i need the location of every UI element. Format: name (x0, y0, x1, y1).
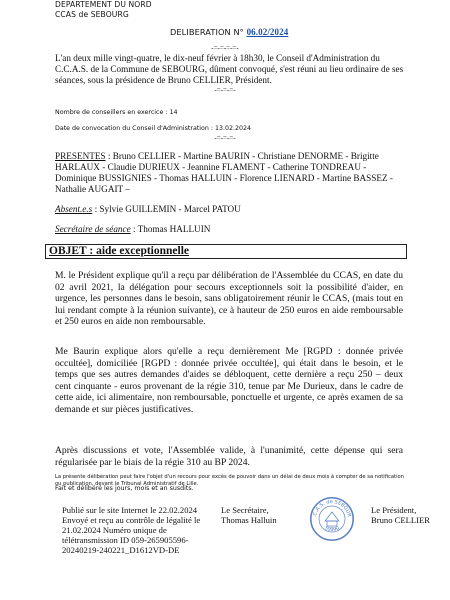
secretaire-signature (221, 505, 277, 525)
convocation-date: Date de convocation du Conseil d'Administration : 13.02.2024 (55, 125, 252, 132)
secretaire-label: Secrétaire de séance (55, 224, 131, 234)
president-signature-name: Bruno CELLIER (371, 515, 430, 525)
separator: -=-=-=- (214, 86, 236, 94)
fait-delibere: Fait et délibéré les jours, mois et an susdits. (55, 485, 194, 492)
body-paragraph-2: Me Baurin explique alors qu'elle a reçu dernièrement Me [RGPD : donnée privée occultée], domiciliée [RGPD : donnée privée occultée], qui était dans le besoin, et le temps que ses autres demandes d'aides se débloquent, cette dernière a reçu 250 – deux cent cinquante - euros provenant de la régie 310, tenue par Me Durieux, dans le cadre de cette aide, ici alimentaire, non remboursable, ponctuelle et urgente, ce après examen de sa demande et sur pièces justificatives. (55, 346, 403, 415)
svg-text:59990 (324, 525, 341, 533)
president-role: Le Président, (371, 505, 417, 515)
ccas-stamp (310, 497, 354, 541)
absents-label: Absent.e.s (55, 204, 93, 214)
separator: -=-=-=- (214, 134, 236, 142)
absents-block (55, 204, 241, 215)
stamp-top-text: .C.A.S. de SEBOUR (312, 498, 352, 518)
absents-list: : Sylvie GUILLEMIN - Marcel PATOU (94, 204, 241, 214)
department-name: DEPARTEMENT DU NORD (55, 0, 152, 9)
objet-box (45, 244, 407, 259)
conseillers-count: Nombre de conseillers en exercice : 14 (55, 109, 178, 116)
body-paragraph-3: Après discussions et vote, l'Assemblée valide, à l'unanimité, cette dépense qui sera régularisée par le biais de la régie 310 au BP 2024. (55, 445, 403, 468)
secretaire-name: : Thomas HALLUIN (132, 224, 211, 234)
secretaire-signature-name: Thomas Halluin (221, 515, 277, 525)
deliberation-number-link[interactable]: 06.02/2024 (246, 27, 289, 37)
svg-text:C.C.A.S. de SEBOURG (310, 497, 352, 518)
stamp-bottom-text: 59990 (323, 525, 341, 533)
deliberation-label: DELIBERATION N° (170, 27, 244, 37)
ccas-name: CCAS de SEBOURG (55, 10, 129, 19)
president-signature (371, 505, 430, 525)
body-paragraph-1: M. le Président explique qu'il a reçu par délibération de l'Assemblée du CCAS, en date du 02 avril 2021, la délégation pour secours exceptionnels soit la possibilité d'aider, en urgence, les personnes dans le besoin, sans obligatoirement réunir le CCAS, (mais tout en lui rendant compte à la réunion suivante), ce à hauteur de 250 euros en aide remboursable et 250 euros en aide non remboursable. (55, 270, 403, 328)
publication-info: Publié sur le site Internet le 22.02.2024 Envoyé et reçu au contrôle de légalité le 21.02.2024 Numéro unique de télétransmission ID 059-265905596-20240219-240221_D1612VD-DE (62, 505, 201, 555)
secretaire-role: Le Secrétaire, (221, 505, 269, 515)
presentes-label: PRESENTES (55, 151, 106, 161)
separator: -=-=-=-=- (211, 44, 239, 52)
recours-notice: La présente délibération peut faire l'objet d'un recours pour excès de pouvoir dans un délai de deux mois à compter de sa notification ou publication, devant le Tribunal Administratif de Lille. (55, 474, 404, 487)
presentes-list: : Bruno CELLIER - Martine BAURIN - Christiane DENORME - Brigitte HARLAUX - Claudie DURIEUX - Jeannine FLAMENT - Catherine TONDREAU - Dominique BUSSIGNIES - Thomas HALLUIN - Florence LIENARD - Martine BASSEZ - Nathalie AUGAIT – (55, 151, 393, 194)
objet-title: OBJET : aide exceptionnelle (49, 245, 190, 257)
deliberation-heading (170, 27, 288, 37)
secretaire-block (55, 224, 210, 235)
stamp-seal-icon (310, 497, 354, 541)
presentes-block (55, 151, 405, 195)
intro-paragraph: L'an deux mille vingt-quatre, le dix-neuf février à 18h30, le Conseil d'Administration du C.C.A.S. de la Commune de SEBOURG, dûment convoqué, s'est réuni au lieu ordinaire de ses séances, sous la présidence de Bruno CELLIER, Président. (55, 53, 404, 85)
